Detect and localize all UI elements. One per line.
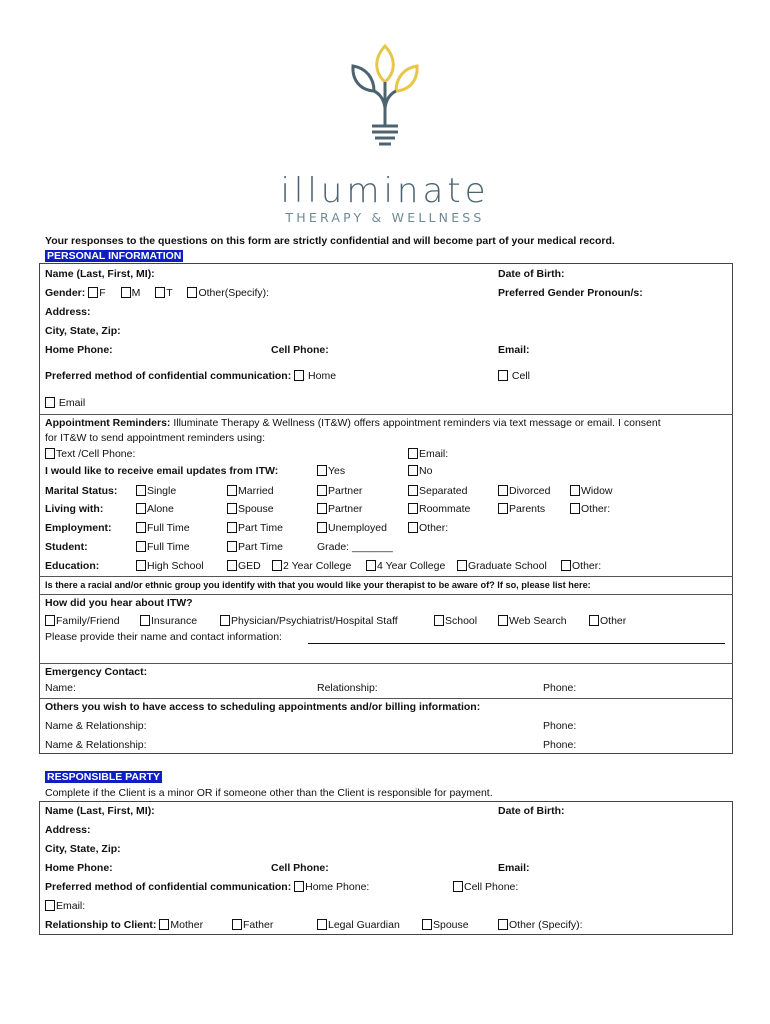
marital-option: Widow (570, 484, 613, 498)
ec-relationship-label: Relationship: (317, 682, 378, 694)
checkbox[interactable] (220, 615, 230, 626)
rp-pref-email-checkbox[interactable] (45, 900, 55, 911)
living-label: Living with: (45, 503, 104, 515)
checkbox[interactable] (227, 485, 237, 496)
education-option: GED (227, 559, 261, 573)
rp-pref-cell-checkbox[interactable] (453, 881, 463, 892)
phone-label: Phone: (543, 739, 577, 751)
rp-relationship-option: Legal Guardian (317, 918, 400, 932)
updates-yes-checkbox[interactable] (317, 465, 327, 476)
updates-label: I would like to receive email updates from ITW: (45, 465, 279, 477)
brand-name: illuminate (280, 171, 490, 211)
checkbox[interactable] (317, 919, 327, 930)
checkbox[interactable] (232, 919, 242, 930)
section-title-personal: PERSONAL INFORMATION (47, 250, 182, 262)
checkbox[interactable] (366, 560, 376, 571)
gender-row: Gender: F M T Other(Specify): (45, 287, 270, 299)
education-option: Graduate School (457, 559, 547, 573)
rp-pref-cell-option: Cell Phone: (453, 880, 518, 894)
lightbulb-leaf-icon (340, 38, 430, 148)
hear-option: Web Search (498, 614, 567, 628)
living-option: Spouse (227, 502, 274, 516)
rp-pref-comm-row: Preferred method of confidential communication: Home Phone: (45, 881, 370, 893)
name-rel-label: Name & Relationship: (45, 720, 147, 732)
checkbox[interactable] (498, 615, 508, 626)
checkbox[interactable] (498, 485, 508, 496)
updates-yes-option: Yes (317, 464, 345, 478)
checkbox[interactable] (227, 541, 237, 552)
intro-text: Your responses to the questions on this form are strictly confidential and will become part of your medical record. (45, 235, 615, 247)
pref-cell-option: Cell (498, 369, 530, 383)
rp-cell-phone-label: Cell Phone: (271, 862, 329, 874)
responsible-frame (39, 801, 733, 935)
hear-option: Insurance (140, 614, 197, 628)
marital-option: Divorced (498, 484, 550, 498)
hear-option: School (434, 614, 477, 628)
marital-option: Separated (408, 484, 467, 498)
checkbox[interactable] (408, 485, 418, 496)
employment-option: Part Time (227, 521, 283, 535)
pref-comm-row: Preferred method of confidential communication: Home (45, 370, 337, 382)
pref-email-option: Email (45, 396, 85, 410)
checkbox[interactable] (408, 503, 418, 514)
marital-label: Marital Status: (45, 485, 118, 497)
gender-other-checkbox[interactable] (187, 287, 197, 298)
living-option: Parents (498, 502, 545, 516)
contact-info-line[interactable] (308, 643, 725, 644)
student-option: Full Time (136, 540, 190, 554)
checkbox[interactable] (140, 615, 150, 626)
hear-option: Family/Friend (45, 614, 120, 628)
address-label: Address: (45, 306, 91, 318)
checkbox[interactable] (561, 560, 571, 571)
checkbox[interactable] (317, 503, 327, 514)
ec-phone-label: Phone: (543, 682, 577, 694)
checkbox[interactable] (136, 541, 146, 552)
ethnic-question: Is there a racial and/or ethnic group you identify with that you would like your therapist to be aware of? If so, please list here: (45, 580, 591, 590)
checkbox[interactable] (317, 485, 327, 496)
checkbox[interactable] (227, 503, 237, 514)
checkbox[interactable] (434, 615, 444, 626)
name-rel-label: Name & Relationship: (45, 739, 147, 751)
education-option: High School (136, 559, 204, 573)
employment-option: Unemployed (317, 521, 387, 535)
checkbox[interactable] (408, 522, 418, 533)
rp-relationship-option: Spouse (422, 918, 469, 932)
student-label: Student: (45, 541, 88, 553)
checkbox[interactable] (136, 522, 146, 533)
rp-pref-home-checkbox[interactable] (294, 881, 304, 892)
rp-dob-label: Date of Birth: (498, 805, 565, 817)
reminder-email-checkbox[interactable] (408, 448, 418, 459)
dob-label: Date of Birth: (498, 268, 565, 280)
rp-name-label: Name (Last, First, MI): (45, 805, 155, 817)
emergency-label: Emergency Contact: (45, 666, 148, 678)
gender-f-checkbox[interactable] (88, 287, 98, 298)
checkbox[interactable] (570, 485, 580, 496)
checkbox[interactable] (272, 560, 282, 571)
checkbox[interactable] (570, 503, 580, 514)
name-label: Name (Last, First, MI): (45, 268, 155, 280)
checkbox[interactable] (498, 919, 508, 930)
rp-email-label: Email: (498, 862, 530, 874)
access-label: Others you wish to have access to scheduling appointments and/or billing information: (45, 701, 481, 713)
living-option: Alone (136, 502, 174, 516)
gender-m-checkbox[interactable] (121, 287, 131, 298)
pref-cell-checkbox[interactable] (498, 370, 508, 381)
responsible-note: Complete if the Client is a minor OR if someone other than the Client is responsible for payment. (45, 787, 493, 799)
checkbox[interactable] (317, 522, 327, 533)
updates-no-option: No (408, 464, 432, 478)
home-phone-label: Home Phone: (45, 344, 113, 356)
checkbox[interactable] (227, 560, 237, 571)
ec-name-label: Name: (45, 682, 76, 694)
employment-label: Employment: (45, 522, 112, 534)
rp-address-label: Address: (45, 824, 91, 836)
checkbox[interactable] (136, 503, 146, 514)
student-option: Part Time (227, 540, 283, 554)
employment-option: Other: (408, 521, 448, 535)
rp-relationship-row: Relationship to Client: Mother (45, 919, 204, 931)
checkbox[interactable] (422, 919, 432, 930)
living-option: Other: (570, 502, 610, 516)
reminders-text: Appointment Reminders: Illuminate Therapy & Wellness (IT&W) offers appointment reminders via text message or email. I consent (45, 417, 661, 429)
pref-home-checkbox[interactable] (294, 370, 304, 381)
rp-city-label: City, State, Zip: (45, 843, 121, 855)
hear-option: Other (589, 614, 626, 628)
checkbox[interactable] (136, 485, 146, 496)
updates-no-checkbox[interactable] (408, 465, 418, 476)
reminder-email-option: Email: (408, 447, 448, 461)
rp-pref-email-option: Email: (45, 899, 85, 913)
reminder-text-option: Text /Cell Phone: (45, 447, 135, 461)
living-option: Partner (317, 502, 362, 516)
rp-relationship-option: Father (232, 918, 273, 932)
checkbox[interactable] (589, 615, 599, 626)
education-option: 2 Year College (272, 559, 351, 573)
provide-contact-label: Please provide their name and contact information: (45, 631, 282, 643)
education-option: 4 Year College (366, 559, 445, 573)
brand-tagline: THERAPY & WELLNESS (285, 210, 485, 225)
marital-option: Single (136, 484, 176, 498)
phone-label: Phone: (543, 720, 577, 732)
reminders-text-2: for IT&W to send appointment reminders using: (45, 432, 266, 444)
education-label: Education: (45, 560, 100, 572)
checkbox[interactable] (498, 503, 508, 514)
marital-option: Married (227, 484, 274, 498)
hear-label: How did you hear about ITW? (45, 597, 193, 609)
city-label: City, State, Zip: (45, 325, 121, 337)
marital-option: Partner (317, 484, 362, 498)
pronoun-label: Preferred Gender Pronoun/s: (498, 287, 643, 299)
rp-relationship-option: Other (Specify): (498, 918, 583, 932)
section-title-responsible: RESPONSIBLE PARTY (47, 771, 160, 783)
employment-option: Full Time (136, 521, 190, 535)
rp-home-phone-label: Home Phone: (45, 862, 113, 874)
reminder-text-checkbox[interactable] (45, 448, 55, 459)
pref-email-checkbox[interactable] (45, 397, 55, 408)
grade-label: Grade: _______ (317, 541, 393, 553)
checkbox[interactable] (159, 919, 169, 930)
living-option: Roommate (408, 502, 470, 516)
logo (0, 38, 770, 225)
email-label: Email: (498, 344, 530, 356)
checkbox[interactable] (136, 560, 146, 571)
checkbox[interactable] (227, 522, 237, 533)
hear-option: Physician/Psychiatrist/Hospital Staff (220, 614, 398, 628)
education-option: Other: (561, 559, 601, 573)
checkbox[interactable] (457, 560, 467, 571)
cell-phone-label: Cell Phone: (271, 344, 329, 356)
gender-t-checkbox[interactable] (155, 287, 165, 298)
checkbox[interactable] (45, 615, 55, 626)
